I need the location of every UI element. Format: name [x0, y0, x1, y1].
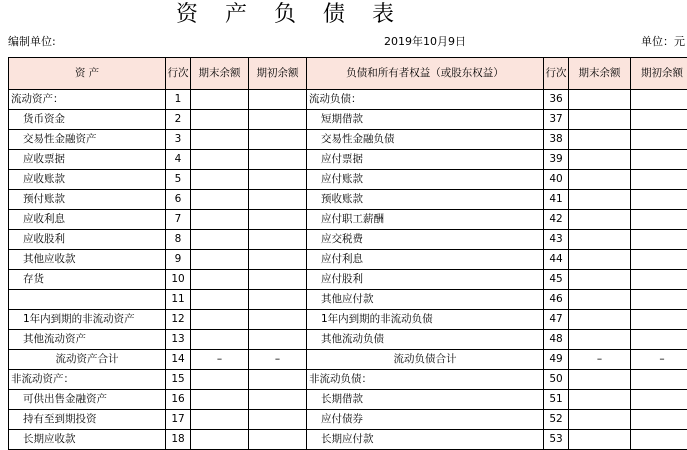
asset-name-cell[interactable]: 流动资产合计: [9, 350, 166, 370]
asset-end-balance-cell[interactable]: [191, 310, 249, 330]
liability-begin-balance-cell[interactable]: [631, 210, 687, 230]
asset-line-no-cell[interactable]: 8: [166, 230, 191, 250]
currency-unit: 单位：元: [641, 35, 685, 49]
asset-begin-balance-cell[interactable]: [249, 250, 307, 270]
liability-end-balance-cell[interactable]: [569, 390, 631, 410]
liability-name-cell[interactable]: 应付职工薪酬: [307, 210, 544, 230]
liability-end-balance-cell[interactable]: [569, 370, 631, 390]
asset-name-cell[interactable]: 应收股利: [9, 230, 166, 250]
asset-name-cell[interactable]: 其他应收款: [9, 250, 166, 270]
table-row: [9, 170, 687, 190]
liability-begin-balance-cell[interactable]: [631, 310, 687, 330]
asset-line-no-cell[interactable]: 18: [166, 430, 191, 450]
asset-end-balance-cell[interactable]: [191, 110, 249, 130]
asset-line-no-cell[interactable]: 17: [166, 410, 191, 430]
asset-end-balance-cell[interactable]: [191, 270, 249, 290]
asset-end-balance-cell[interactable]: [191, 150, 249, 170]
liability-end-balance-cell[interactable]: [569, 290, 631, 310]
liability-name-cell[interactable]: 其他流动负债: [307, 330, 544, 350]
liability-line-no-cell[interactable]: 49: [544, 350, 569, 370]
asset-end-balance-cell[interactable]: [191, 410, 249, 430]
asset-name-cell[interactable]: 交易性金融资产: [9, 130, 166, 150]
table-row: [9, 150, 687, 170]
asset-line-no-cell[interactable]: 3: [166, 130, 191, 150]
liability-name-cell[interactable]: 应付债券: [307, 410, 544, 430]
header-begin-balance[interactable]: 期初余额: [249, 58, 307, 90]
asset-line-no-cell[interactable]: 15: [166, 370, 191, 390]
asset-name-cell[interactable]: 持有至到期投资: [9, 410, 166, 430]
liability-name-cell[interactable]: 长期借款: [307, 390, 544, 410]
liability-begin-balance-cell[interactable]: [631, 410, 687, 430]
asset-name-cell[interactable]: 长期应收款: [9, 430, 166, 450]
liability-line-no-cell[interactable]: 36: [544, 90, 569, 110]
liability-end-balance-cell[interactable]: [569, 330, 631, 350]
asset-begin-balance-cell[interactable]: [249, 410, 307, 430]
liability-name-cell[interactable]: 短期借款: [307, 110, 544, 130]
liability-name-cell[interactable]: 应付股利: [307, 270, 544, 290]
liability-begin-balance-cell[interactable]: [631, 170, 687, 190]
asset-line-no-cell[interactable]: 16: [166, 390, 191, 410]
asset-name-cell[interactable]: 货币资金: [9, 110, 166, 130]
header-end-balance[interactable]: 期末余额: [191, 58, 249, 90]
asset-end-balance-cell[interactable]: [191, 250, 249, 270]
header-line-no[interactable]: 行次: [166, 58, 191, 90]
liability-line-no-cell[interactable]: 43: [544, 230, 569, 250]
liability-line-no-cell[interactable]: 41: [544, 190, 569, 210]
asset-name-cell[interactable]: 应收票据: [9, 150, 166, 170]
asset-line-no-cell[interactable]: 1: [166, 90, 191, 110]
asset-begin-balance-cell[interactable]: [249, 170, 307, 190]
liability-end-balance-cell[interactable]: [569, 250, 631, 270]
asset-name-cell[interactable]: [9, 290, 166, 310]
asset-line-no-cell[interactable]: 6: [166, 190, 191, 210]
asset-begin-balance-cell[interactable]: [249, 290, 307, 310]
asset-name-cell[interactable]: 应收账款: [9, 170, 166, 190]
header-end-balance[interactable]: 期末余额: [569, 58, 631, 90]
asset-line-no-cell[interactable]: 14: [166, 350, 191, 370]
liability-line-no-cell[interactable]: 37: [544, 110, 569, 130]
liability-line-no-cell[interactable]: 46: [544, 290, 569, 310]
liability-name-cell[interactable]: 1年内到期的非流动负债: [307, 310, 544, 330]
liability-name-cell[interactable]: 应交税费: [307, 230, 544, 250]
asset-name-cell[interactable]: 流动资产：: [9, 90, 166, 110]
liability-line-no-cell[interactable]: 39: [544, 150, 569, 170]
liability-name-cell[interactable]: 应付账款: [307, 170, 544, 190]
asset-begin-balance-cell[interactable]: [249, 330, 307, 350]
liability-end-balance-cell[interactable]: [569, 410, 631, 430]
asset-begin-balance-cell[interactable]: [249, 310, 307, 330]
company-label: 编制单位:: [8, 35, 56, 49]
liability-name-cell[interactable]: 应付利息: [307, 250, 544, 270]
asset-name-cell[interactable]: 非流动资产：: [9, 370, 166, 390]
header-liabilities[interactable]: 负债和所有者权益（或股东权益）: [307, 58, 544, 90]
header-assets[interactable]: 资 产: [9, 58, 166, 90]
asset-line-no-cell[interactable]: 11: [166, 290, 191, 310]
liability-line-no-cell[interactable]: 38: [544, 130, 569, 150]
liability-end-balance-cell[interactable]: [569, 310, 631, 330]
liability-line-no-cell[interactable]: 40: [544, 170, 569, 190]
liability-name-cell[interactable]: 流动负债：: [307, 90, 544, 110]
table-row: [9, 410, 687, 430]
table-row: [9, 90, 687, 110]
asset-line-no-cell[interactable]: 13: [166, 330, 191, 350]
header-line-no[interactable]: 行次: [544, 58, 569, 90]
asset-end-balance-cell[interactable]: [191, 170, 249, 190]
liability-begin-balance-cell[interactable]: [631, 290, 687, 310]
asset-end-balance-cell[interactable]: [191, 390, 249, 410]
asset-begin-balance-cell[interactable]: [249, 130, 307, 150]
liability-end-balance-cell[interactable]: [569, 190, 631, 210]
table-row: [9, 230, 687, 250]
liability-end-balance-cell[interactable]: –: [569, 350, 631, 370]
table-row: [9, 130, 687, 150]
liability-begin-balance-cell[interactable]: [631, 230, 687, 250]
liability-begin-balance-cell[interactable]: [631, 90, 687, 110]
liability-begin-balance-cell[interactable]: [631, 330, 687, 350]
table-row: [9, 370, 687, 390]
asset-end-balance-cell[interactable]: [191, 370, 249, 390]
header-begin-balance[interactable]: 期初余额: [631, 58, 687, 90]
asset-line-no-cell[interactable]: 9: [166, 250, 191, 270]
sheet-title: 资 产 负 债 表: [175, 0, 405, 30]
asset-end-balance-cell[interactable]: [191, 190, 249, 210]
table-row: [9, 310, 687, 330]
header-row: [9, 58, 687, 90]
liability-end-balance-cell[interactable]: [569, 230, 631, 250]
liability-end-balance-cell[interactable]: [569, 270, 631, 290]
liability-end-balance-cell[interactable]: [569, 170, 631, 190]
liability-end-balance-cell[interactable]: [569, 110, 631, 130]
asset-begin-balance-cell[interactable]: [249, 430, 307, 450]
table-row: [9, 390, 687, 410]
asset-end-balance-cell[interactable]: –: [191, 350, 249, 370]
asset-end-balance-cell[interactable]: [191, 330, 249, 350]
liability-begin-balance-cell[interactable]: –: [631, 350, 687, 370]
asset-line-no-cell[interactable]: 4: [166, 150, 191, 170]
liability-name-cell[interactable]: 非流动负债：: [307, 370, 544, 390]
table-row: [9, 330, 687, 350]
liability-name-cell[interactable]: 预收账款: [307, 190, 544, 210]
report-date: 2019年10月9日: [384, 35, 466, 49]
liability-begin-balance-cell[interactable]: [631, 370, 687, 390]
liability-begin-balance-cell[interactable]: [631, 110, 687, 130]
table-row: [9, 210, 687, 230]
liability-end-balance-cell[interactable]: [569, 430, 631, 450]
liability-end-balance-cell[interactable]: [569, 210, 631, 230]
liability-line-no-cell[interactable]: 47: [544, 310, 569, 330]
asset-end-balance-cell[interactable]: [191, 230, 249, 250]
liability-begin-balance-cell[interactable]: [631, 250, 687, 270]
liability-end-balance-cell[interactable]: [569, 90, 631, 110]
table-row: [9, 290, 687, 310]
liability-name-cell[interactable]: 长期应付款: [307, 430, 544, 450]
table-row: [9, 430, 687, 450]
asset-line-no-cell[interactable]: 5: [166, 170, 191, 190]
liability-name-cell[interactable]: 流动负债合计: [307, 350, 544, 370]
balance-sheet-table: [8, 57, 687, 450]
liability-begin-balance-cell[interactable]: [631, 390, 687, 410]
asset-name-cell[interactable]: 可供出售金融资产: [9, 390, 166, 410]
asset-line-no-cell[interactable]: 2: [166, 110, 191, 130]
asset-name-cell[interactable]: 应收利息: [9, 210, 166, 230]
asset-begin-balance-cell[interactable]: [249, 150, 307, 170]
asset-begin-balance-cell[interactable]: [249, 190, 307, 210]
liability-line-no-cell[interactable]: 52: [544, 410, 569, 430]
liability-begin-balance-cell[interactable]: [631, 190, 687, 210]
asset-begin-balance-cell[interactable]: [249, 90, 307, 110]
table-row: [9, 350, 687, 370]
asset-line-no-cell[interactable]: 7: [166, 210, 191, 230]
asset-line-no-cell[interactable]: 12: [166, 310, 191, 330]
liability-line-no-cell[interactable]: 50: [544, 370, 569, 390]
liability-line-no-cell[interactable]: 48: [544, 330, 569, 350]
asset-end-balance-cell[interactable]: [191, 290, 249, 310]
asset-name-cell[interactable]: 其他流动资产: [9, 330, 166, 350]
asset-begin-balance-cell[interactable]: [249, 230, 307, 250]
liability-line-no-cell[interactable]: 42: [544, 210, 569, 230]
asset-begin-balance-cell[interactable]: [249, 390, 307, 410]
liability-end-balance-cell[interactable]: [569, 150, 631, 170]
liability-end-balance-cell[interactable]: [569, 130, 631, 150]
liability-line-no-cell[interactable]: 45: [544, 270, 569, 290]
asset-name-cell[interactable]: 1年内到期的非流动资产: [9, 310, 166, 330]
table-row: [9, 250, 687, 270]
liability-begin-balance-cell[interactable]: [631, 130, 687, 150]
asset-name-cell[interactable]: 预付账款: [9, 190, 166, 210]
asset-end-balance-cell[interactable]: [191, 130, 249, 150]
table-row: [9, 110, 687, 130]
asset-begin-balance-cell[interactable]: [249, 270, 307, 290]
liability-name-cell[interactable]: 应付票据: [307, 150, 544, 170]
liability-line-no-cell[interactable]: 51: [544, 390, 569, 410]
asset-end-balance-cell[interactable]: [191, 210, 249, 230]
asset-begin-balance-cell[interactable]: [249, 110, 307, 130]
asset-end-balance-cell[interactable]: [191, 90, 249, 110]
liability-begin-balance-cell[interactable]: [631, 150, 687, 170]
liability-name-cell[interactable]: 其他应付款: [307, 290, 544, 310]
table-row: [9, 190, 687, 210]
asset-begin-balance-cell[interactable]: [249, 370, 307, 390]
liability-line-no-cell[interactable]: 53: [544, 430, 569, 450]
table-row: [9, 270, 687, 290]
liability-begin-balance-cell[interactable]: [631, 270, 687, 290]
asset-begin-balance-cell[interactable]: [249, 210, 307, 230]
liability-name-cell[interactable]: 交易性金融负债: [307, 130, 544, 150]
asset-end-balance-cell[interactable]: [191, 430, 249, 450]
asset-begin-balance-cell[interactable]: –: [249, 350, 307, 370]
asset-line-no-cell[interactable]: 10: [166, 270, 191, 290]
liability-begin-balance-cell[interactable]: [631, 430, 687, 450]
asset-name-cell[interactable]: 存货: [9, 270, 166, 290]
liability-line-no-cell[interactable]: 44: [544, 250, 569, 270]
